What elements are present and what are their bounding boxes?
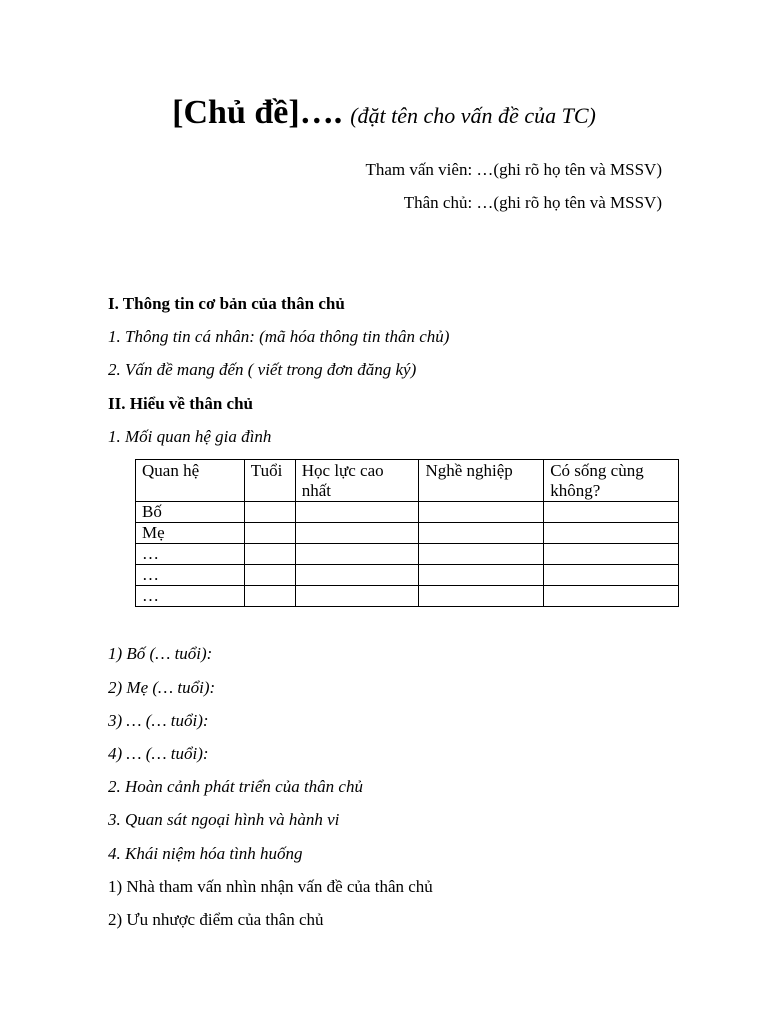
table-cell: [544, 565, 679, 586]
section-2-item-2: 2. Hoàn cảnh phát triển của thân chủ: [108, 777, 363, 796]
member-mother: 2) Mẹ (… tuổi):: [108, 678, 216, 697]
family-table: [135, 459, 679, 607]
section-2-item-4: 4. Khái niệm hóa tình huống: [108, 844, 303, 863]
table-cell: [295, 586, 419, 607]
table-cell: [295, 544, 419, 565]
title-subtitle: (đặt tên cho vấn đề của TC): [350, 103, 596, 128]
table-cell: [419, 544, 544, 565]
section-1-item-2: 2. Vấn đề mang đến ( viết trong đơn đăng ký): [108, 360, 417, 379]
member-father: 1) Bố (… tuổi):: [108, 644, 213, 663]
table-header-cell: Học lực cao nhất: [295, 460, 419, 502]
table-cell: [295, 502, 419, 523]
table-cell: [419, 502, 544, 523]
table-cell: …: [136, 544, 245, 565]
table-row: [136, 502, 679, 523]
table-cell: [244, 523, 295, 544]
table-header-cell: Quan hệ: [136, 460, 245, 502]
table-cell: [544, 544, 679, 565]
counselor-line: Tham vấn viên: …(ghi rõ họ tên và MSSV): [365, 160, 662, 179]
table-cell: [244, 544, 295, 565]
conceptualization-item-1: 1) Nhà tham vấn nhìn nhận vấn đề của thân chủ: [108, 877, 433, 896]
document-title: [0, 94, 768, 132]
table-header-cell: Có sống cùng không?: [544, 460, 679, 502]
table-header-row: [136, 460, 679, 502]
table-row: [136, 586, 679, 607]
section-2-item-1: 1. Mối quan hệ gia đình: [108, 427, 272, 446]
table-cell: [419, 565, 544, 586]
table-row: [136, 523, 679, 544]
client-line: Thân chủ: …(ghi rõ họ tên và MSSV): [403, 193, 662, 212]
table-cell: [544, 502, 679, 523]
table-cell: [244, 565, 295, 586]
table-cell: …: [136, 565, 245, 586]
conceptualization-item-2: 2) Ưu nhược điểm của thân chủ: [108, 910, 324, 929]
title-main: [Chủ đề]….: [172, 94, 343, 131]
table-cell: [295, 565, 419, 586]
table-cell: [419, 586, 544, 607]
table-header-cell: Tuổi: [244, 460, 295, 502]
table-cell: [244, 502, 295, 523]
section-1-item-1: 1. Thông tin cá nhân: (mã hóa thông tin thân chủ): [108, 327, 450, 346]
table-cell: [544, 586, 679, 607]
member-4: 4) … (… tuổi):: [108, 744, 209, 763]
table-cell: [295, 523, 419, 544]
table-cell: [244, 586, 295, 607]
table-row: [136, 544, 679, 565]
section-1-heading: I. Thông tin cơ bản của thân chủ: [108, 294, 345, 313]
table-cell: Mẹ: [136, 523, 245, 544]
table-row: [136, 565, 679, 586]
section-2-item-3: 3. Quan sát ngoại hình và hành vi: [108, 810, 340, 829]
table-cell: [419, 523, 544, 544]
table-cell: …: [136, 586, 245, 607]
table-cell: Bố: [136, 502, 245, 523]
table-cell: [544, 523, 679, 544]
member-3: 3) … (… tuổi):: [108, 711, 209, 730]
section-2-heading: II. Hiểu về thân chủ: [108, 394, 253, 413]
table-header-cell: Nghề nghiệp: [419, 460, 544, 502]
